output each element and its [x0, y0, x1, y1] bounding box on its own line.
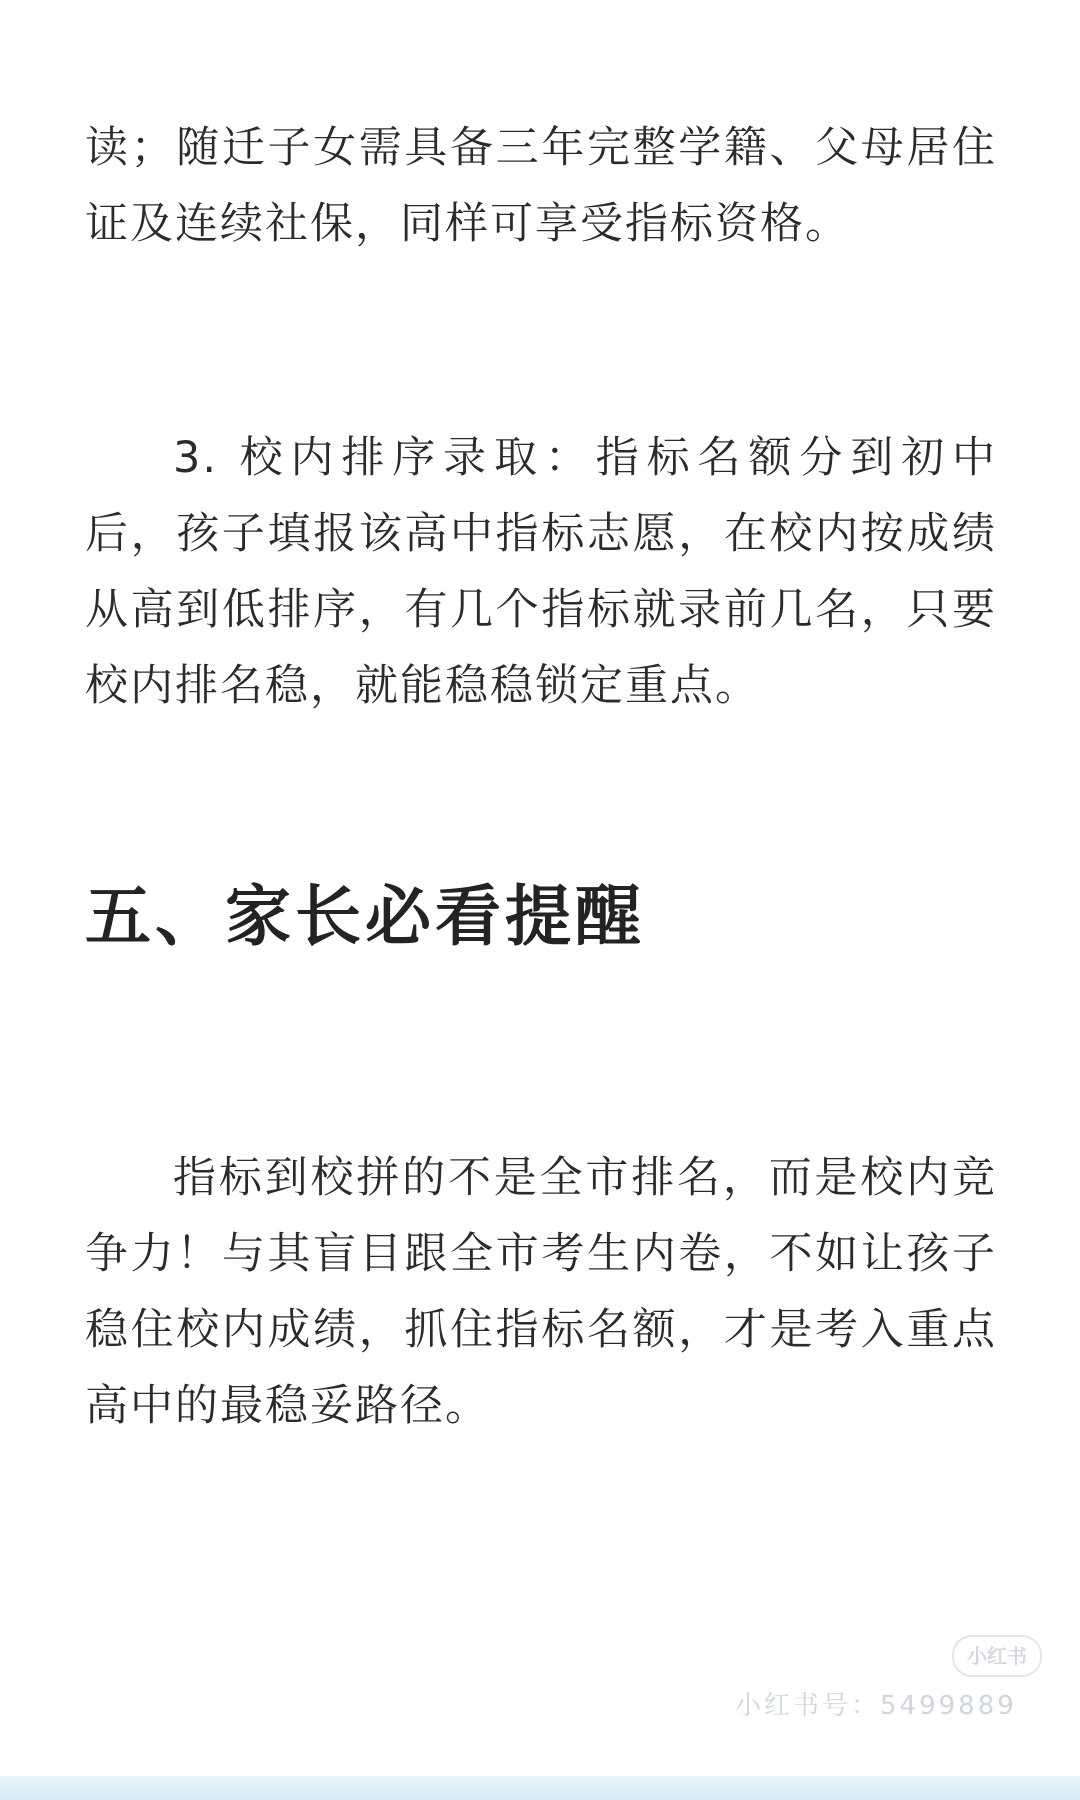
article-body: [85, 110, 997, 1444]
section-heading: 五、家长必看提醒: [85, 878, 645, 955]
user-id-watermark: 小红书号：5499889: [735, 1691, 1017, 1721]
bottom-edge-strip: [0, 1776, 1080, 1800]
paragraph-ranking: 3. 校内排序录取：指标名额分到初中后，孩子填报该高中指标志愿，在校内按成绩从高到低排序，有几个指标就录前几名，只要校内排名稳，就能稳稳锁定重点。: [85, 433, 997, 711]
paragraph-eligibility: 读；随迁子女需具备三年完整学籍、父母居住证及连续社保，同样可享受指标资格。: [85, 123, 997, 249]
xiaohongshu-logo-watermark: 小红书: [952, 1635, 1042, 1677]
paragraph-conclusion: 指标到校拼的不是全市排名，而是校内竞争力！与其盲目跟全市考生内卷，不如让孩子稳住校内成绩，抓住指标名额，才是考入重点高中的最稳妥路径。: [85, 1153, 997, 1431]
